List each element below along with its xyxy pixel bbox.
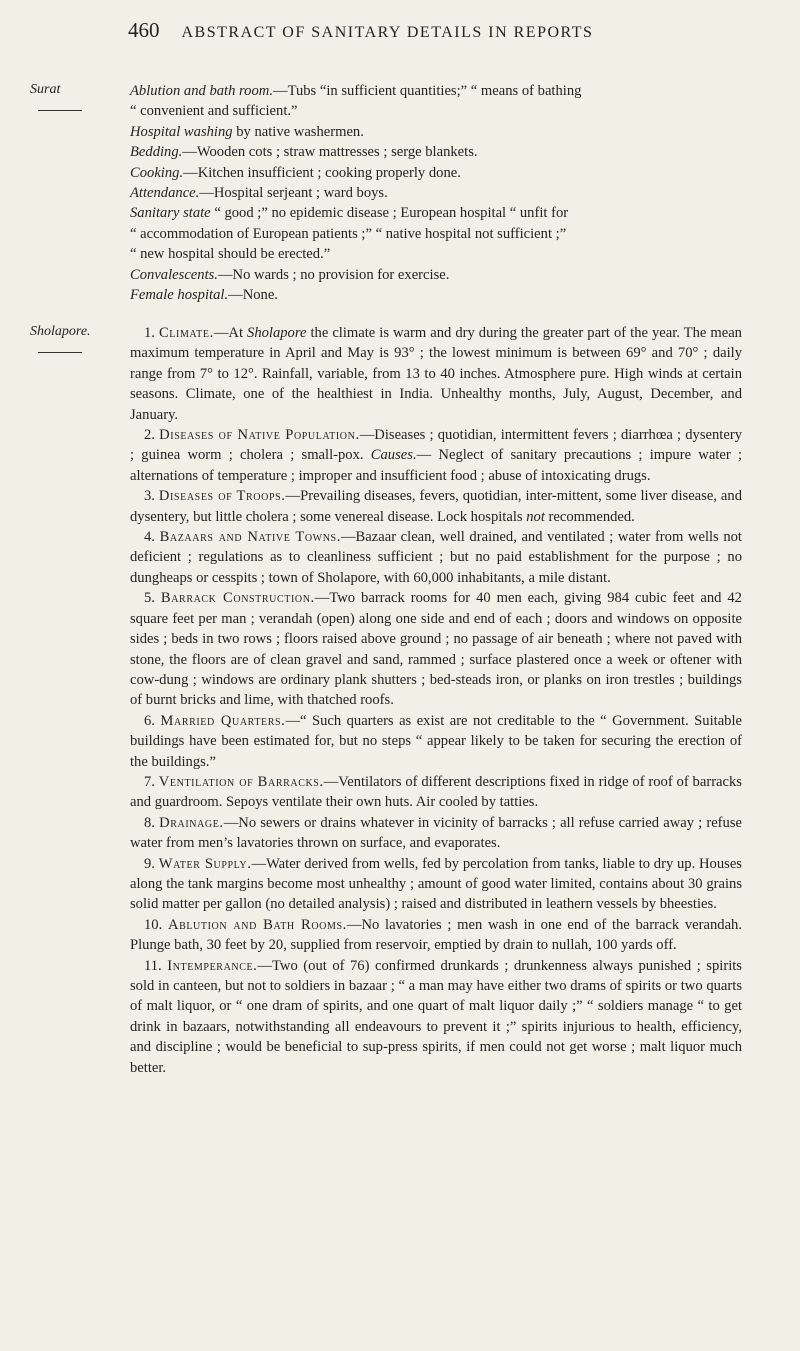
- surat-line-text: by native washermen.: [232, 123, 364, 140]
- sholapore-section-2: [130, 425, 742, 486]
- surat-line: [130, 101, 742, 121]
- section-text: —Bazaar clean, well drained, and ventilated ; water from wells not deficient ; regulations as to cleanliness sufficient ; but no paid establishment for the purpose ; no dungheaps or cesspits ; town of Sholapore, with 60,000 inhabitants, a mile distant.: [130, 529, 742, 586]
- sholapore-section-10: [130, 915, 742, 956]
- sholapore-section-4: [130, 527, 742, 588]
- section-number: 11.: [144, 957, 162, 974]
- surat-line-lead: Cooking.: [130, 164, 184, 181]
- section-heading: Married Quarters.: [160, 712, 286, 729]
- surat-line-text: —Kitchen insufficient ; cooking properly done.: [183, 164, 461, 181]
- section-heading: Ventilation of Barracks.: [158, 773, 324, 790]
- section-heading: Water Supply.: [158, 855, 252, 872]
- section-text: —No sewers or drains whatever in vicinity of barracks ; all refuse carried away ; refuse water from men’s lavatories thrown on surface, and evaporates.: [130, 814, 742, 852]
- section-text: —Water derived from wells, fed by percolation from tanks, liable to dry up. Houses along the tank margins become most unhealthy ; amount of good water limited, contains about 30 grains solid matter per gallon (no detailed analysis) ; raised and distributed in leathern vessels by bheesties.: [130, 855, 742, 913]
- surat-line-text: —Tubs “in sufficient quantities;” “ means of bathing: [272, 83, 582, 99]
- surat-section: [130, 81, 742, 305]
- section-text: —No lavatories ; men wash in one end of the barrack verandah. Plunge bath, 30 feet by 20, supplied from reservoir, emptied by drain to nullah, 100 yards off.: [130, 916, 742, 954]
- surat-line-text: —No wards ; no provision for exercise.: [217, 266, 450, 283]
- section-emphasis: not: [526, 508, 545, 525]
- section-number: 2.: [144, 427, 155, 444]
- section-number: 4.: [144, 529, 155, 546]
- section-number: 10.: [144, 916, 163, 933]
- surat-line-lead: Hospital washing: [130, 123, 233, 140]
- surat-line-text: “ new hospital should be erected.”: [130, 246, 331, 263]
- section-emphasis: Sholapore: [247, 325, 307, 341]
- surat-line-lead: Bedding.: [130, 144, 183, 161]
- section-heading: Climate.: [158, 325, 214, 341]
- surat-line: [130, 142, 742, 162]
- running-head: ABSTRACT OF SANITARY DETAILS IN REPORTS: [181, 24, 594, 41]
- sholapore-section-11: [130, 956, 742, 1078]
- section-heading: Diseases of Troops.: [158, 488, 286, 505]
- surat-line: [130, 183, 742, 203]
- surat-line-lead: Attendance.: [130, 185, 200, 202]
- section-number: 9.: [144, 855, 155, 872]
- section-number: 7.: [144, 773, 155, 790]
- surat-line-text: “ good ;” no epidemic disease ; European hospital “ unfit for: [210, 205, 569, 222]
- section-text-pre: —Prevailing diseases, fevers, quotidian, inter-mittent, some liver disease, and dysentery, but little cholera ; some venereal disease. Lock hospitals: [130, 488, 742, 525]
- surat-line-lead: Sanitary state: [130, 205, 211, 222]
- section-text: — Neglect of sanitary precautions ; impure water ; alternations of temperature ; improper and insufficient food ; abuse of intoxicating drugs.: [130, 447, 742, 484]
- section-number: 3.: [144, 488, 155, 505]
- section-text: —Two barrack rooms for 40 men each, giving 984 cubic feet and 42 square feet per man ; verandah (open) along one side and end of each ; doors and windows on opposite sides ; beds in two rows ; floors raised above ground ; no passage of air beneath ; where not paved with stone, the floors are of clean gravel and sand, rammed ; surface plastered once a week or oftener with cow-dung ; windows are ordinary plank shutters ; bed-steads iron, or planks on iron trestles ; buildings of burnt bricks and lime, with thatched roofs.: [130, 590, 742, 709]
- surat-line-lead: Ablution and bath room.: [130, 83, 273, 99]
- surat-line-text: —Hospital serjeant ; ward boys.: [199, 185, 388, 202]
- page-number: 460: [128, 18, 160, 42]
- section-text-pre: —At: [213, 325, 248, 341]
- section-text: —Two (out of 76) confirmed drunkards ; drunkenness always punished ; spirits sold in canteen, but not to soldiers in bazaar ; “ a man may have either two drams of spirits or two quarts of malt liquor, or “ one dram of spirits, and one quart of malt liquor daily ;” “ soldiers manage “ to get drink in bazaars, notwithstanding all endeavours to prevent it ;” spirits injurious to health, efficiency, and discipline ; would be beneficial to sup-press spirits, if men could not get worse ; malt liquor much better.: [130, 957, 742, 1076]
- margin-rule-surat: [38, 110, 82, 111]
- section-number: 6.: [144, 712, 155, 729]
- margin-rule-sholapore: [38, 352, 82, 353]
- surat-line-text: “ accommodation of European patients ;” “ native hospital not sufficient ;”: [130, 225, 567, 242]
- surat-line: [130, 224, 742, 244]
- section-heading: Intemperance.: [167, 957, 258, 974]
- surat-line: [130, 203, 742, 223]
- section-text: the climate is warm and dry during the greater part of the year. The mean maximum temperature in April and May is 93° ; the lowest minimum is between 69° and 70° ; daily range from 7° to 12°. Rainfall, variable, from 13 to 40 inches. Atmosphere pure. High winds at certain seasons. Climate, one of the healthiest in India. Unhealthy months, July, August, December, and January.: [130, 325, 742, 423]
- section-emphasis: Causes.: [370, 447, 417, 464]
- section-text: —“ Such quarters as exist are not creditable to the “ Government. Suitable buildings have been estimated for, but no steps “ appear likely to be taken for securing the erection of the buildings.”: [130, 712, 742, 770]
- section-heading: Drainage.: [159, 814, 224, 831]
- surat-line: [130, 265, 742, 285]
- surat-line-lead: Convalescents.: [130, 266, 218, 283]
- sholapore-section-9: [130, 854, 742, 915]
- section-number: 8.: [144, 814, 155, 831]
- section-number: 5.: [144, 590, 155, 607]
- section-number: 1.: [144, 325, 155, 341]
- surat-line: [130, 285, 742, 305]
- surat-line: [130, 244, 742, 264]
- sholapore-section-3: [130, 486, 742, 527]
- sholapore-section-5: [130, 588, 742, 710]
- surat-line: [130, 81, 742, 101]
- sholapore-section-1: [130, 323, 742, 425]
- sholapore-section-8: [130, 813, 742, 854]
- section-heading: Ablution and Bath Rooms.: [167, 916, 347, 933]
- surat-line-text: “ convenient and sufficient.”: [130, 103, 298, 120]
- section-text: recommended.: [544, 508, 635, 525]
- section-heading: Bazaars and Native Towns.: [159, 529, 341, 546]
- surat-line-text: —None.: [228, 287, 278, 304]
- surat-line-lead: Female hospital.: [130, 287, 229, 304]
- surat-line-text: —Wooden cots ; straw mattresses ; serge blankets.: [182, 144, 478, 161]
- sholapore-section: [130, 323, 742, 1078]
- surat-line: [130, 163, 742, 183]
- margin-label-sholapore: Sholapore.: [30, 324, 91, 339]
- sholapore-section-7: [130, 772, 742, 813]
- sholapore-section-6: [130, 711, 742, 772]
- page-header: [128, 18, 748, 43]
- section-heading: Barrack Construction.: [160, 590, 315, 607]
- section-text-pre: —Diseases ; quotidian, intermittent fevers ; diarrhœa ; dysentery ; guinea worm ; cholera ; small-pox.: [130, 427, 742, 464]
- section-heading: Diseases of Native Population.: [159, 427, 360, 444]
- surat-line: [130, 122, 742, 142]
- section-text: —Ventilators of different descriptions fixed in ridge of roof of barracks and guardroom. Sepoys ventilate their own huts. Air cooled by tatties.: [130, 773, 742, 811]
- margin-label-surat: Surat: [30, 82, 61, 97]
